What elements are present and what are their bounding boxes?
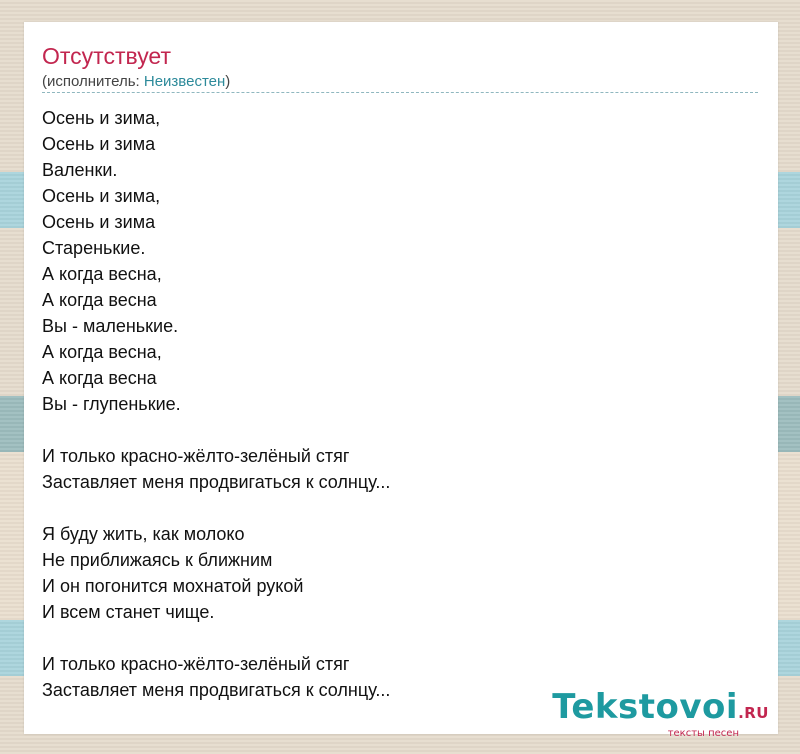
lyric-line: Осень и зима, [42, 186, 161, 206]
lyric-line: А когда весна [42, 290, 157, 310]
lyric-line: Вы - глупенькие. [42, 394, 181, 414]
artist-prefix: (исполнитель: [42, 73, 144, 90]
lyric-blank-line [42, 417, 760, 443]
logo-tld: .RU [738, 704, 769, 722]
lyric-line: Заставляет меня продвигаться к солнцу... [42, 472, 391, 492]
lyric-line: Валенки. [42, 160, 118, 180]
logo-tagline: тексты песен [667, 728, 739, 739]
logo-wordmark [552, 689, 769, 731]
lyrics-card [24, 22, 778, 734]
lyrics-text [42, 105, 760, 703]
lyric-line: Осень и зима [42, 134, 156, 154]
lyric-line: Не приближаясь к ближним [42, 550, 273, 570]
artist-link[interactable]: Неизвестен [143, 73, 226, 90]
lyric-line: И всем станет чище. [42, 602, 215, 622]
lyric-line: И он погонится мохнатой рукой [42, 576, 304, 596]
lyric-line: Старенькие. [42, 238, 146, 258]
lyric-line: Вы - маленькие. [42, 316, 179, 336]
artist-suffix: ) [225, 73, 231, 90]
lyric-line: А когда весна, [42, 342, 162, 362]
lyric-line: А когда весна, [42, 264, 162, 284]
song-title: Отсутствует [42, 43, 171, 69]
logo-name: Tekstovoi [552, 687, 739, 727]
site-logo[interactable] [552, 689, 769, 739]
lyric-line: Заставляет меня продвигаться к солнцу... [42, 680, 391, 700]
lyric-line: И только красно-жёлто-зелёный стяг [42, 446, 350, 466]
lyric-line: Я буду жить, как молоко [42, 524, 245, 544]
lyric-line: Осень и зима, [42, 108, 161, 128]
lyric-line: И только красно-жёлто-зелёный стяг [42, 654, 350, 674]
lyric-line: Осень и зима [42, 212, 156, 232]
lyric-blank-line [42, 625, 760, 651]
artist-line [42, 72, 758, 93]
lyric-blank-line [42, 495, 760, 521]
lyric-line: А когда весна [42, 368, 157, 388]
